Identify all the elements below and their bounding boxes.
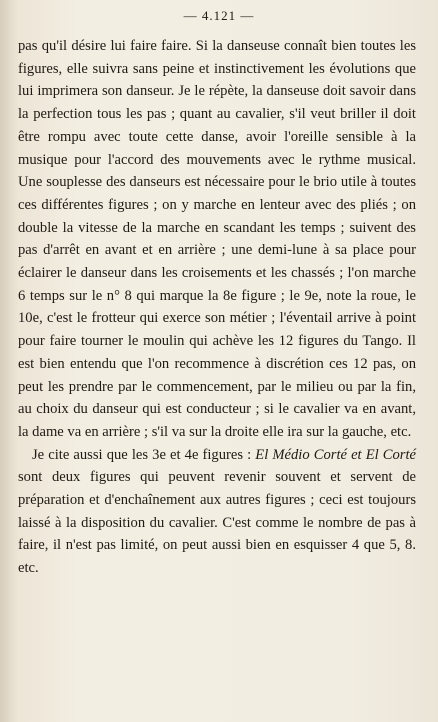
paragraph-2: [18, 444, 416, 580]
paragraph-2-before: Je cite aussi que les 3e et 4e figures :: [32, 446, 256, 463]
binding-shadow: [0, 0, 18, 722]
paragraph-2-after: sont deux figures qui peuvent revenir souvent et servent de préparation et d'enchaînement aux autres figures ; ceci est toujours laissé à la disposition du cavalier. C'est comme le nombre de pas à faire, il n'est pas limité, on peut aussi bien en esquisser 4 que 5, 8. etc.: [18, 469, 416, 577]
paragraph-1: pas qu'il désire lui faire faire. Si la danseuse connaît bien toutes les figures, elle suivra sans peine et instinctivement les évolutions que lui imprimera son danseur. Je le répète, la danseuse doit savoir dans la perfection tous les pas ; quant au cavalier, s'il veut briller il doit être rompu avec toute cette danse, avoir l'oreille sensible à la musique pour l'accord des mouvements avec le rythme musical. Une souplesse des danseurs est nécessaire pour le brio utile à toutes ces différentes figures ; on y marche en lenteur avec des pliés ; on double la vitesse de la marche en scandant les temps ; suivent des pas d'arrêt en avant et en arrière ; une demi-lune à sa place pour éclairer le danseur dans les croisements et les chassés ; l'on marche 6 temps sur le n° 8 qui marque la 8e figure ; le 9e, note la roue, le 10e, c'est le frotteur qui exerce son métier ; l'éventail arrive à point pour faire tourner le moulin qui achève les 12 figures du Tango. Il est bien entendu que l'on recommence à discrétion ces 12 pas, on peut les prendre par le commencement, par le milieu ou par la fin, au choix du danseur qui est conducteur ; si le cavalier va en avant, la dame va en arrière ; s'il va sur la droite elle ira sur la gauche, etc.: [18, 38, 416, 440]
page-number-header: — 4.121 —: [183, 8, 255, 23]
paragraph-2-italic: El Médio Corté et El Corté: [255, 446, 416, 463]
page-body: [18, 35, 416, 580]
